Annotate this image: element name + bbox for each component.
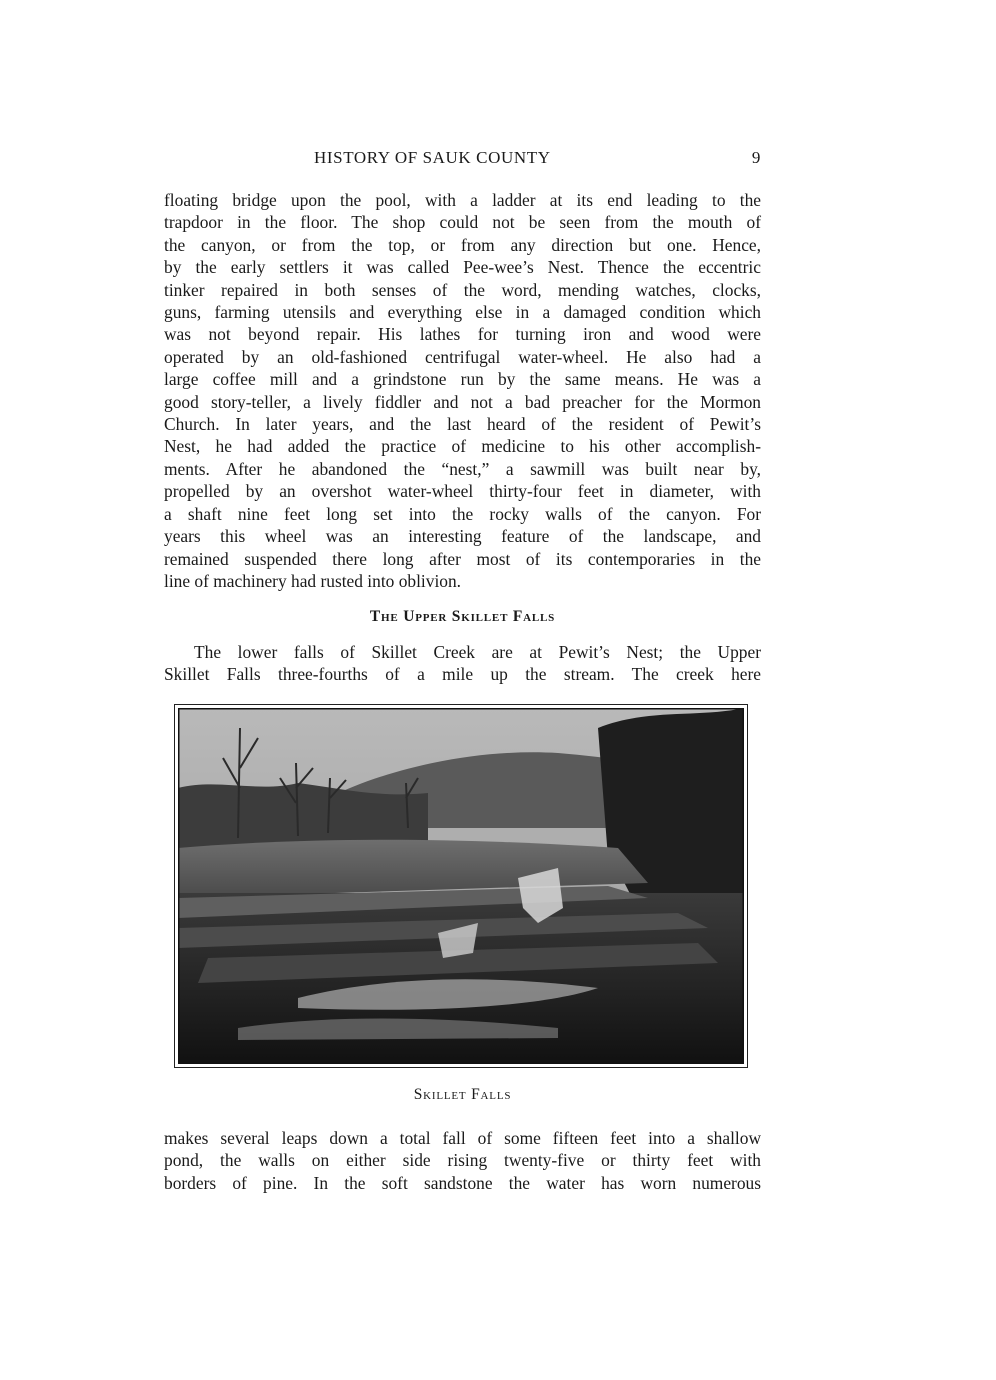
text-line: large coffee mill and a grindstone run by the same means. He was a <box>164 369 761 390</box>
text-line: Church. In later years, and the last heard of the resident of Pewit’s <box>164 414 761 435</box>
paragraph-1 <box>164 189 761 592</box>
photo-image <box>178 708 744 1064</box>
text-line: good story-teller, a lively fiddler and not a bad preacher for the Mormon <box>164 391 761 412</box>
text-line: ments. After he abandoned the “nest,” a sawmill was built near by, <box>164 458 761 479</box>
text-line: the canyon, or from the top, or from any direction but one. Hence, <box>164 234 761 255</box>
text-line: guns, farming utensils and everything else in a damaged condition which <box>164 302 761 323</box>
text-line: was not beyond repair. His lathes for turning iron and wood were <box>164 324 761 345</box>
text-line: borders of pine. In the soft sandstone the water has worn numerous <box>164 1172 761 1193</box>
text-line: tinker repaired in both senses of the word, mending watches, clocks, <box>164 279 761 300</box>
text-line: The lower falls of Skillet Creek are at Pewit’s Nest; the Upper <box>194 642 761 662</box>
text-line: by the early settlers it was called Pee-wee’s Nest. Thence the eccentric <box>164 257 761 278</box>
text-line: Nest, he had added the practice of medicine to his other accomplish- <box>164 436 761 457</box>
running-title: HISTORY OF SAUK COUNTY <box>314 148 551 167</box>
section-heading: The Upper Skillet Falls <box>369 608 556 625</box>
text-line: years this wheel was an interesting feature of the landscape, and <box>164 526 761 547</box>
text-line: remained suspended there long after most of its contemporaries in the <box>164 548 761 569</box>
text-line: pond, the walls on either side rising twenty-five or thirty feet with <box>164 1150 761 1171</box>
figure-caption: Skillet Falls <box>413 1086 512 1103</box>
text-line: operated by an old-fashioned centrifugal water-wheel. He also had a <box>164 346 761 367</box>
text-line: a shaft nine feet long set into the rocky walls of the canyon. For <box>164 503 761 524</box>
skillet-falls-photo <box>174 704 748 1068</box>
page-number: 9 <box>751 148 761 167</box>
text-line: Skillet Falls three-fourths of a mile up the stream. The creek here <box>164 664 761 685</box>
text-line: floating bridge upon the pool, with a ladder at its end leading to the <box>164 190 761 210</box>
text-line: line of machinery had rusted into oblivion. <box>164 570 462 591</box>
text-line: makes several leaps down a total fall of some fifteen feet into a shallow <box>164 1128 761 1148</box>
text-line: propelled by an overshot water-wheel thirty-four feet in diameter, with <box>164 481 761 502</box>
paragraph-2 <box>164 641 761 686</box>
paragraph-3 <box>164 1127 761 1194</box>
running-head <box>164 148 761 172</box>
text-line: trapdoor in the floor. The shop could not be seen from the mouth of <box>164 212 761 233</box>
